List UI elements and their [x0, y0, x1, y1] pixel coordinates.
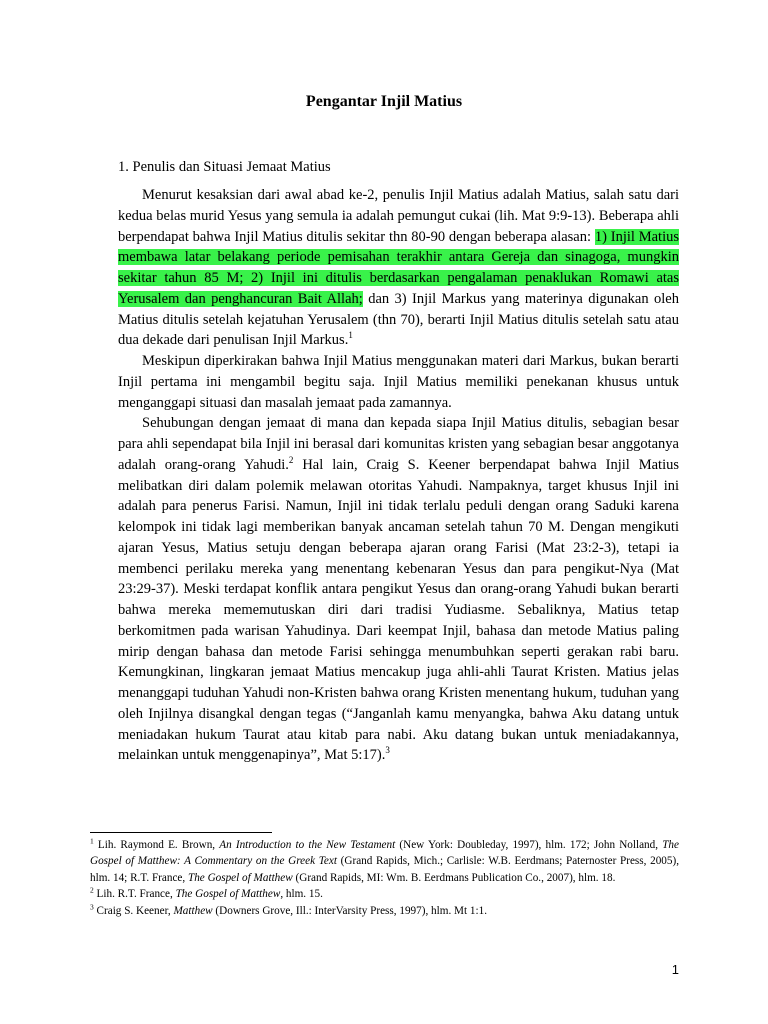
footnote-text: Craig S. Keener, [93, 904, 174, 917]
footnotes [90, 837, 679, 919]
paragraph-text: Hal lain, Craig S. Keener berpendapat bahwa Injil Matius melibatkan diri dalam polemik melawan otoritas Yahudi. Nampaknya, target khusus Injil ini adalah para penerus Farisi. Namun, Injil ini tidak terlalu peduli dengan orang Saduki karena kelompok ini tidak lagi memberikan banyak ancaman setelah tahun 70 M. Dengan mengikuti ajaran Yesus, Matius setuju dengan beberapa ajaran orang Farisi (Mat 23:2-3), tetapi ia membenci perilaku mereka yang menentang kebenaran Yesus dan para pengikut-Nya (Mat 23:29-37). Meski terdapat konflik antara pengikut Yesus dan orang-orang Yahudi bukan berarti bahwa mereka mememutuskan diri dari tradisi Yudiasme. Sebaliknya, Matius tetap berkomitmen pada warisan Yahudinya. Dari keempat Injil, bahasa dan metode Matius paling mirip dengan bahasa dan metode Farisi sehingga menumbuhkan seperti gerakan rabi baru. Kemungkinan, lingkaran jemaat Matius mencakup juga ahli-ahli Taurat Kristen. Matius jelas menanggapi tuduhan Yahudi non-Kristen bahwa orang Kristen menentang hukum, tuduhan yang oleh Injilnya disangkal dengan tegas (“Janganlah kamu menyangka, bahwa Aku datang untuk meniadakan hukum Taurat atau kitab para nabi. Aku datang bukan untuk meniadakannya, melainkan untuk menggenapinya”, Mat 5:17). [118, 456, 680, 764]
footnote-text: (Grand Rapids, Mich.; Carlisle: W.B. Eerdmans; Paternoster Press, 2005), hlm. 14; R.T. France, [90, 855, 679, 884]
page-number: 1 [671, 962, 679, 977]
footnote-1 [90, 837, 679, 886]
highlighted-text: 1) Injil Matius membawa latar belakang periode pemisahan terakhir antara Gereja dan sinagoga, mungkin sekitar tahun 85 M; 2) Injil ini ditulis berdasarkan pengalaman penaklukan Romawi atas Yerusalem dan penghancuran Bait Allah; [118, 228, 679, 307]
footnote-separator [90, 832, 272, 833]
body-text [118, 185, 679, 766]
footnote-ref-3[interactable]: 3 [385, 745, 390, 756]
paragraph-1 [118, 185, 679, 351]
paragraph-text: dan 3) Injil Markus yang materinya digunakan oleh Matius ditulis setelah kejatuhan Yerusalem (thn 70), berarti Injil Matius ditulis setelah satu atau dua dekade dari penulisan Injil Markus. [118, 290, 679, 349]
section-heading: 1. Penulis dan Situasi Jemaat Matius [118, 159, 331, 175]
page-title: Pengantar Injil Matius [305, 93, 463, 110]
footnote-text: , hlm. 15. [280, 888, 323, 901]
paragraph-text: Sehubungan dengan jemaat di mana dan kepada siapa Injil Matius ditulis, sebagian besar para ahli sependapat bila Injil ini berasal dari komunitas kristen yang sebagian besar anggotanya adalah orang-orang Yahudi. [118, 415, 679, 473]
footnote-text: (Downers Grove, Ill.: InterVarsity Press, 1997), hlm. Mt 1:1. [212, 904, 487, 917]
book-title: Matthew [173, 904, 213, 917]
book-title: An Introduction to the New Testament [219, 839, 396, 851]
footnote-number: 3 [90, 901, 94, 911]
book-title: The Gospel of Matthew [187, 871, 293, 884]
footnote-number: 2 [90, 885, 94, 895]
footnote-ref-2[interactable]: 2 [288, 454, 294, 465]
footnote-ref-1[interactable]: 1 [348, 330, 353, 341]
footnote-text: Lih. R.T. France, [93, 888, 176, 901]
paragraph-3 [118, 413, 679, 766]
book-title: The Gospel of Matthew [175, 888, 281, 901]
paragraph-2: Meskipun diperkirakan bahwa Injil Matius menggunakan materi dari Markus, bukan berarti Injil pertama ini mengambil begitu saja. Injil Matius memiliki penekanan khusus untuk menganggapi situasi dan masalah jemaat pada zamannya. [118, 353, 679, 411]
footnote-number: 1 [90, 836, 94, 846]
paragraph-text: Menurut kesaksian dari awal abad ke-2, penulis Injil Matius adalah Matius, salah satu dari kedua belas murid Yesus yang semula ia adalah pemungut cukai (lih. Mat 9:9-13). Beberapa ahli berpendapat bahwa Injil Matius ditulis sekitar thn 80-90 dengan beberapa alasan: [118, 187, 679, 245]
footnote-2 [90, 886, 679, 902]
book-title: The Gospel of Matthew: A Commentary on the Greek Text [90, 839, 679, 868]
footnote-text: Lih. Raymond E. Brown, [93, 839, 220, 851]
footnote-3 [90, 903, 679, 919]
footnote-text: (Grand Rapids, MI: Wm. B. Eerdmans Publication Co., 2007), hlm. 18. [292, 871, 616, 884]
footnote-text: (New York: Doubleday, 1997), hlm. 172; John Nolland, [395, 839, 663, 851]
